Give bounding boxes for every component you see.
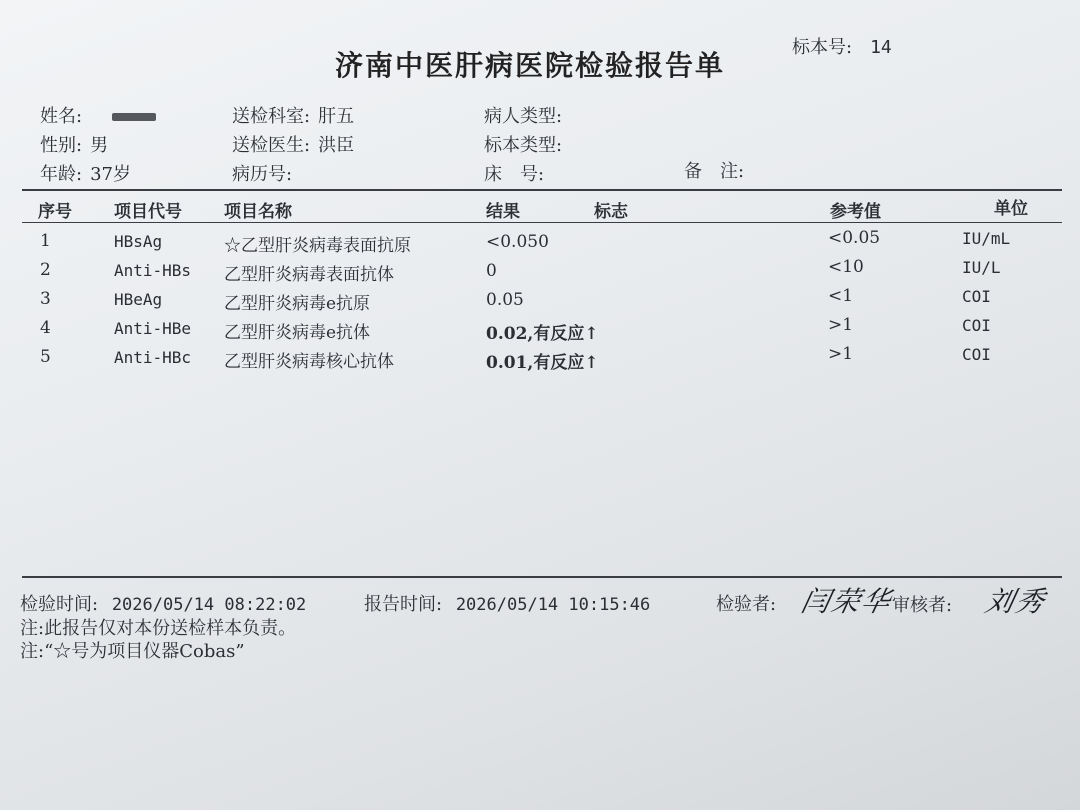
table-row-3-no: 3 [40,289,51,309]
submitting-doctor [232,131,354,157]
tester-signature: 闫荣华 [798,585,896,618]
table-row-2-result: 0 [486,261,497,281]
patient-sex-value: 男 [90,135,109,156]
header-result: 结果 [486,202,520,222]
table-row-3-name: 乙型肝炎病毒e抗原 [224,294,371,314]
remarks-label: 备 注: [684,161,745,182]
patient-sex-label: 性别: [40,135,83,156]
test-time [20,590,306,616]
table-row-2-unit: IU/L [962,258,1001,277]
table-row-5-code: Anti-HBc [114,348,192,367]
sample-type [484,131,562,157]
medical-record-number [232,160,300,186]
bed-number-label: 床 号: [484,164,545,185]
table-row-3-reference: <1 [828,286,854,306]
header-unit: 单位 [994,199,1028,219]
patient-sex [40,131,108,157]
report-time-label: 报告时间: [364,594,443,615]
patient-type-label: 病人类型: [484,106,563,127]
sample-number-value: 14 [870,37,892,58]
sample-number [792,33,892,59]
patient-age-label: 年龄: [40,164,83,185]
test-time-label: 检验时间: [20,594,99,615]
test-time-value: 2026/05/14 08:22:02 [111,595,307,615]
tester-label: 检验者: [716,594,777,615]
table-row-5-result: 0.01,有反应↑ [486,353,599,373]
table-top-rule [22,189,1062,191]
doctor-value: 洪臣 [318,135,355,156]
report-time-value: 2026/05/14 10:15:46 [455,595,651,615]
table-row-5-unit: COI [962,345,991,364]
doctor-label: 送检医生: [232,135,311,156]
table-row-4-reference: >1 [828,315,854,335]
note-sample-responsibility: 注:此报告仅对本份送检样本负责。 [20,618,297,639]
footer-top-rule [22,576,1062,578]
report-time [364,590,650,616]
table-row-1-name: ☆乙型肝炎病毒表面抗原 [224,236,411,256]
table-row-5-reference: >1 [828,344,854,364]
department-label: 送检科室: [232,106,311,127]
patient-type [484,102,562,128]
report-title: 济南中医肝病医院检验报告单 [334,49,725,82]
table-row-1-code: HBsAg [114,232,163,251]
table-row-5-no: 5 [40,347,51,367]
table-row-2-code: Anti-HBs [114,261,192,280]
patient-age-value: 37岁 [90,164,131,185]
header-flag: 标志 [594,202,628,222]
header-name: 项目名称 [224,202,292,222]
sample-number-label: 标本号: [792,37,853,58]
table-row-5-name: 乙型肝炎病毒核心抗体 [224,352,394,372]
sample-type-label: 标本类型: [484,135,563,156]
reviewer-signature: 刘秀 [982,585,1050,618]
table-row-4-name: 乙型肝炎病毒e抗体 [224,323,371,343]
header-no: 序号 [38,202,72,222]
table-header-rule [22,222,1062,223]
table-row-2-reference: <10 [828,257,864,277]
table-row-1-result: <0.050 [486,232,549,252]
patient-name-label: 姓名: [40,106,83,127]
record-label: 病历号: [232,164,293,185]
reviewer-label: 审核者: [892,595,953,616]
patient-age [40,160,131,186]
note-instrument: 注:“☆号为项目仪器Cobas” [20,641,245,662]
table-row-4-unit: COI [962,316,991,335]
table-row-4-result: 0.02,有反应↑ [486,324,599,344]
department-value: 肝五 [318,106,355,127]
patient-name [40,102,156,128]
table-row-1-no: 1 [40,231,51,251]
table-row-1-unit: IU/mL [962,229,1011,248]
submitting-department [232,102,354,128]
bed-number [484,160,544,186]
table-row-2-name: 乙型肝炎病毒表面抗体 [224,265,394,285]
table-row-1-reference: <0.05 [828,228,881,248]
header-code: 项目代号 [114,202,182,222]
table-row-3-code: HBeAg [114,290,163,309]
table-row-2-no: 2 [40,260,51,280]
redacted-name-mark [112,113,156,121]
table-row-4-code: Anti-HBe [114,319,192,338]
table-row-3-result: 0.05 [486,290,524,310]
table-row-3-unit: COI [962,287,991,306]
remarks [684,157,744,183]
header-reference: 参考值 [830,202,881,222]
table-row-4-no: 4 [40,318,51,338]
